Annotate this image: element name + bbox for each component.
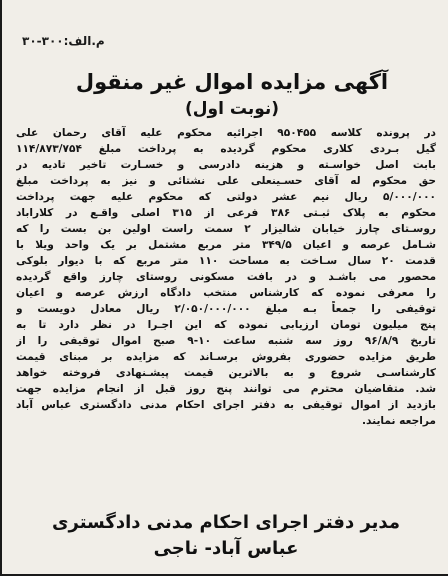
body-line: محصور می باشـد و در بافت مسکونی روستای چارز واقع گردیده: [16, 271, 436, 283]
body-line: طریق مزایده حضوری بفروش برسـاند که مزایده بر مبنای قیمت: [16, 351, 436, 363]
signature-name: عباس آباد- ناجی: [153, 538, 299, 559]
body-line: توقیفی را جمعاً بـه مبلغ ۲/۰۵۰/۰۰۰/۰۰۰ ریال معادل دویست و: [16, 303, 436, 315]
body-line: شـامل عرصه و اعیان ۳۴۹/۵ متر مربع مشتمل بر یک واحد ویلا با: [16, 239, 436, 251]
body-line: تاریخ ۹۶/۸/۹ روز سه شنبه ساعت ۱۰-۹ صبح اموال توقیفی را از: [16, 335, 436, 347]
body-line: روسـتای چارز خیابان شالیزار ۲ سمت راست اولین بن بست را که: [16, 223, 436, 235]
body-line: ۵/۰۰۰/۰۰۰ ریال نیم عشر دولتی که محکوم علیه جهت پرداخت: [16, 191, 436, 203]
notice-subtitle: (نوبت اول): [184, 99, 280, 119]
body-line: محکوم به پلاک ثبـتی ۳۸۶ فرعی از ۳۱۵ اصلی واقـع در کلاراباد: [16, 207, 436, 219]
body-line: کارشناسـی شروع و به بالاترین قیمت پیشـنهادی فروخته خواهد: [16, 367, 436, 379]
notice-code: م.الف:۳۰۰-۳۰: [22, 34, 105, 48]
body-line: قدمت ۲۰ سال سـاخت به مساحت ۱۱۰ متر مربع که با دیوار بلوکی: [16, 255, 436, 267]
body-line: گیل بـردی کلاری محکوم گردیده به پرداخت مبلغ ۱۱۴/۸۷۳/۷۵۴: [16, 143, 436, 155]
body-line: شد. متقاضیان محترم می توانند پنج روز قبل از انجام مزایده جهت: [16, 383, 436, 395]
body-line: پنج میلیون تومان ارزیابی نموده که این اجـرا در نظر دارد تا به: [16, 319, 436, 331]
body-line: مراجعه نمایند.: [361, 415, 436, 427]
body-line: در پرونده کلاسه ۹۵۰۴۵۵ اجرائیه محکوم علیه آقای رحمان علی: [16, 127, 436, 139]
body-line: بابت اصل خواسـته و هزینه دادرسی و خسـارت تاخیر تادیه در: [16, 159, 436, 171]
body-line: را معرفی نموده که کارشناس منتخب دادگاه ارزش عرصه و اعیان: [16, 287, 436, 299]
notice-title: آگهی مزایده اموال غیر منقول: [75, 70, 389, 94]
signature-title: مدیر دفتر اجرای احکام مدنی دادگستری: [52, 512, 400, 533]
body-line: بازدید از اموال توقیفی به دفتر اجرای احکام مدنی دادگستری عباس آباد: [16, 399, 436, 411]
body-line: حق محکوم له آقای حسـینعلی علی نشتائی و نیز به پرداخت مبلغ: [16, 175, 436, 187]
notice-body: [16, 125, 436, 429]
